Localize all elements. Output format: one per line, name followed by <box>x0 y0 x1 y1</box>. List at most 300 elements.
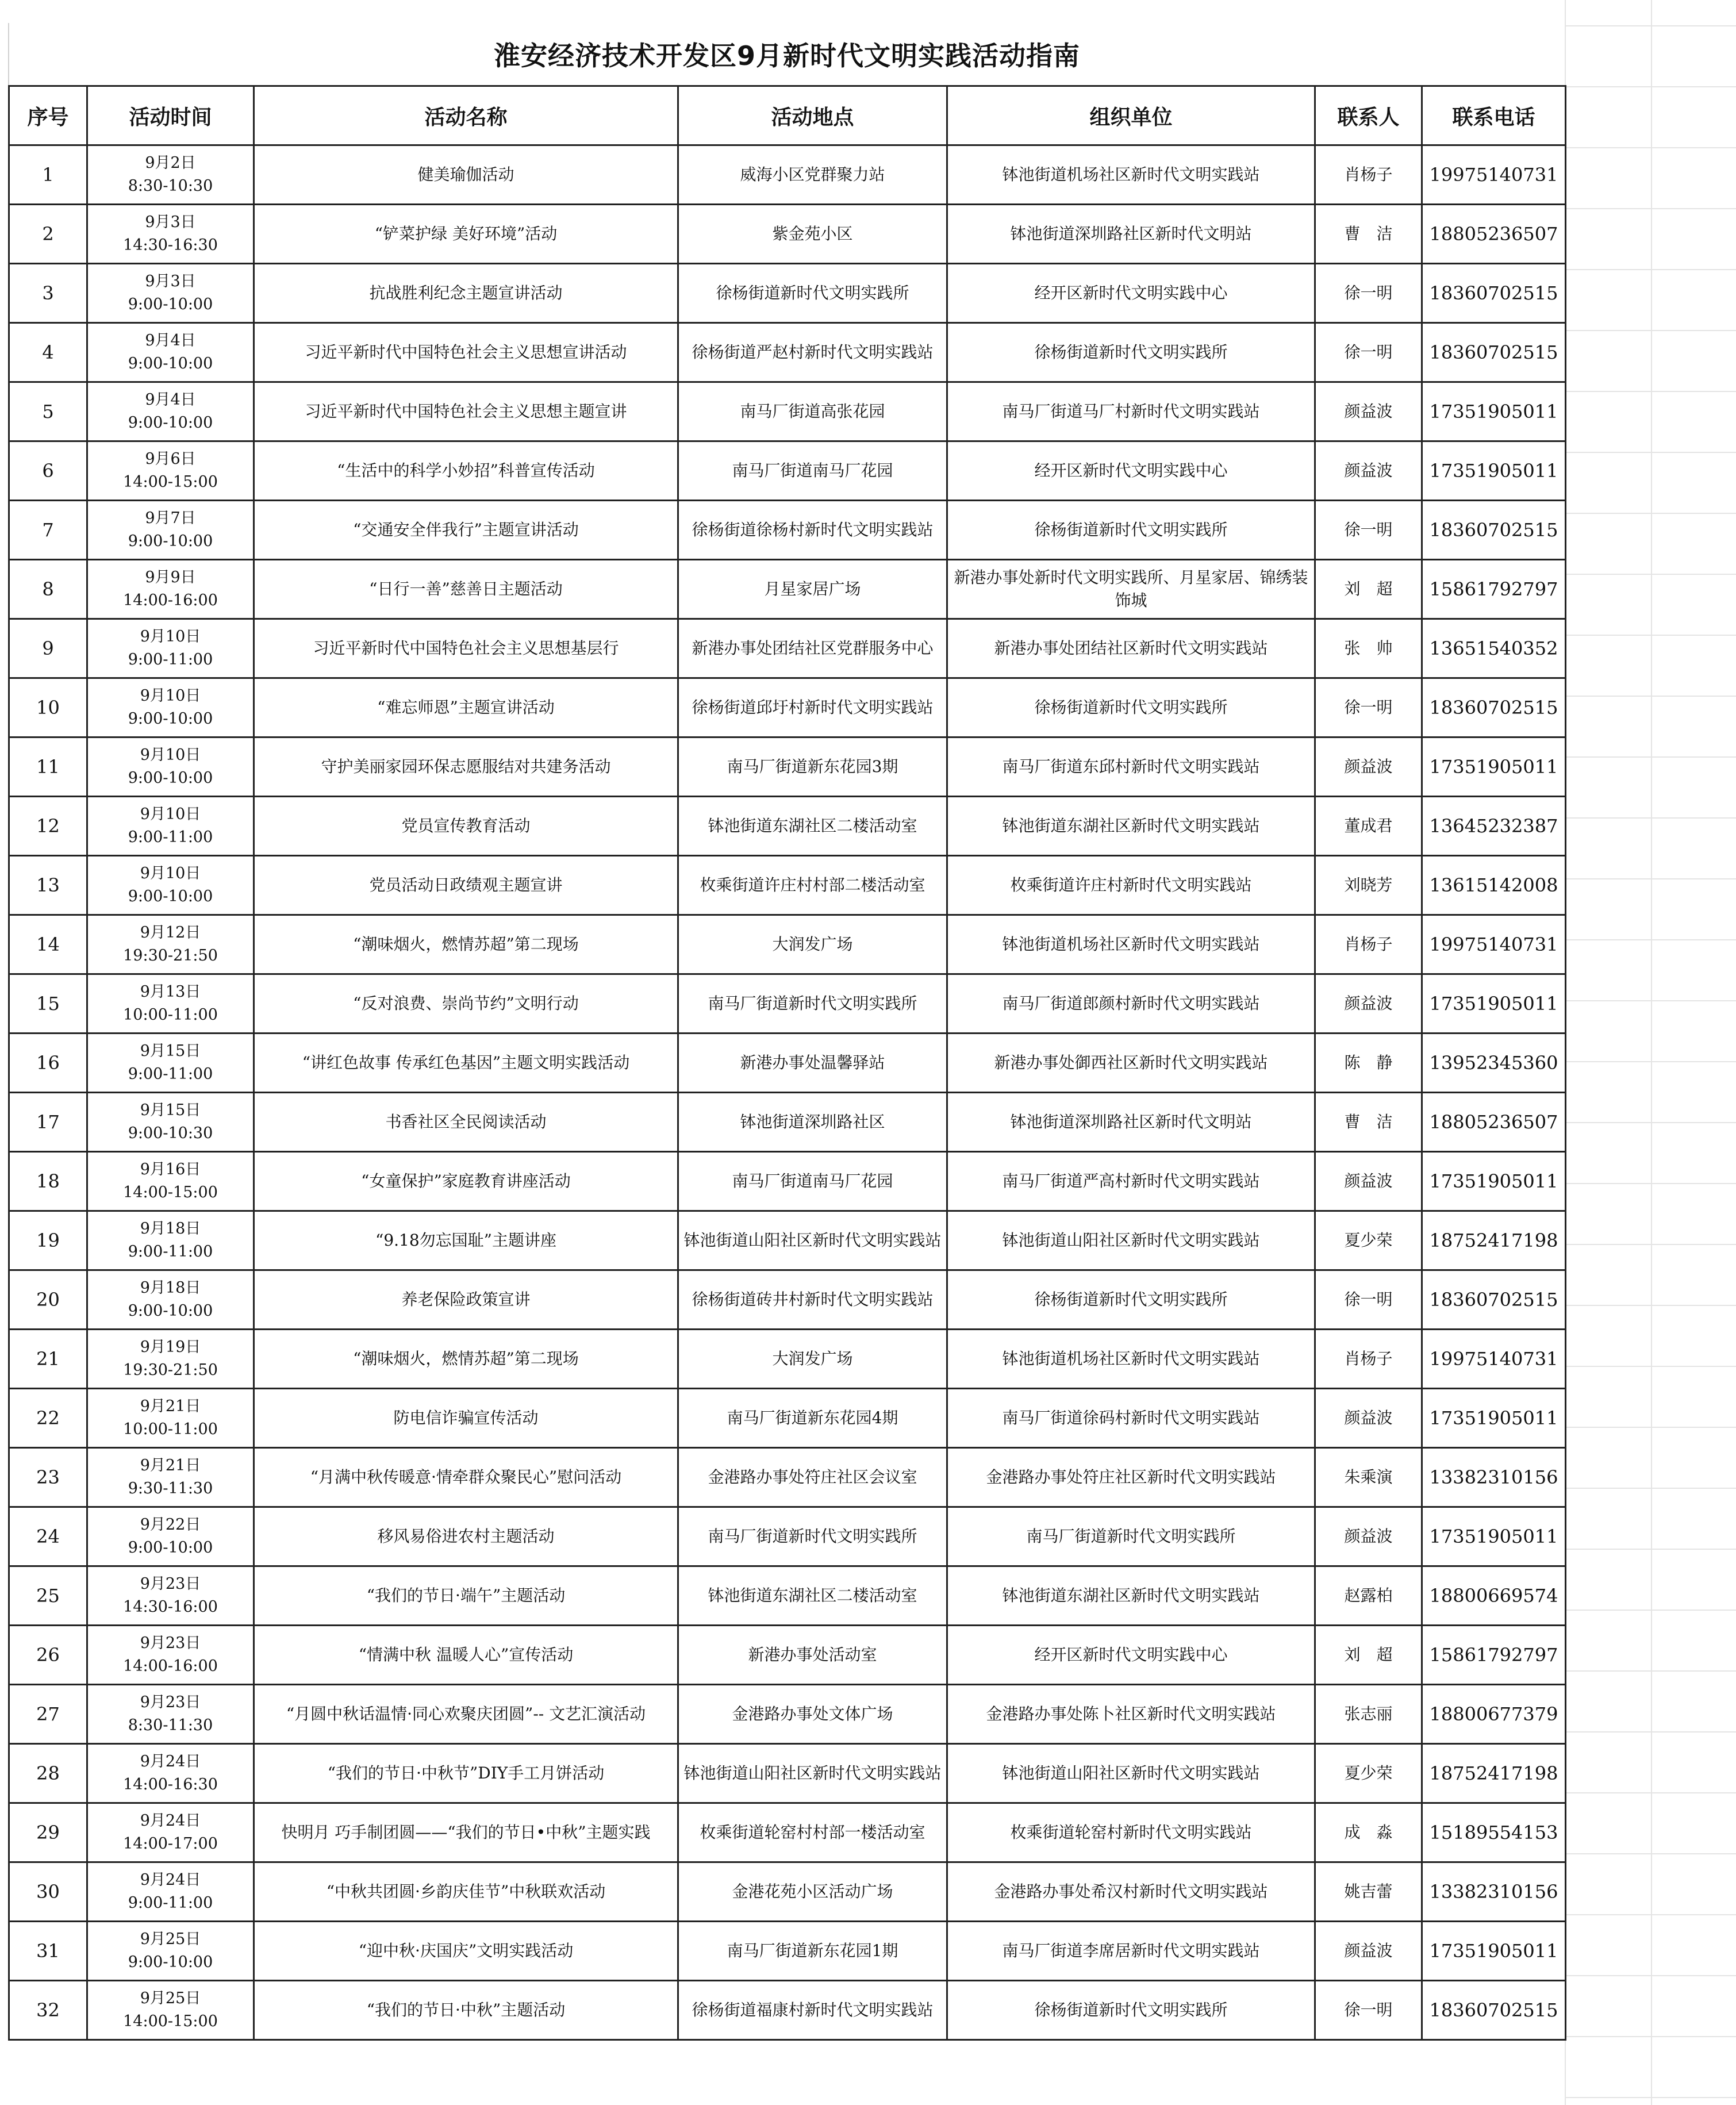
cell-place: 威海小区党群聚力站 <box>678 145 947 205</box>
cell-phone: 18800669574 <box>1422 1566 1566 1626</box>
cell-hours: 8:30-10:30 <box>128 177 213 195</box>
table-row <box>9 1507 1566 1566</box>
cell-phone: 18360702515 <box>1422 501 1566 560</box>
cell-hours: 9:00-11:00 <box>128 1243 213 1261</box>
cell-place: 南马厂街道高张花园 <box>678 382 947 441</box>
cell-date: 9月23日 <box>140 1575 201 1593</box>
cell-contact: 董成君 <box>1315 797 1422 856</box>
cell-contact: 刘 超 <box>1315 1626 1422 1685</box>
cell-org: 金港路办事处陈卜社区新时代文明实践站 <box>947 1685 1315 1744</box>
cell-contact: 刘晓芳 <box>1315 856 1422 915</box>
cell-place: 月星家居广场 <box>678 560 947 619</box>
cell-date: 9月21日 <box>140 1397 201 1415</box>
cell-hours: 9:00-11:00 <box>128 1894 213 1912</box>
cell-phone: 19975140731 <box>1422 915 1566 974</box>
cell-time <box>87 797 254 856</box>
cell-org: 新港办事处团结社区新时代文明实践站 <box>947 619 1315 678</box>
cell-no: 11 <box>9 737 87 797</box>
cell-name: “我们的节日·端午”主题活动 <box>254 1566 678 1626</box>
cell-date: 9月18日 <box>140 1279 201 1297</box>
table-row <box>9 1922 1566 1981</box>
document <box>8 23 1565 2041</box>
cell-hours: 9:00-10:00 <box>128 769 213 787</box>
table-row <box>9 1152 1566 1211</box>
cell-phone: 15861792797 <box>1422 560 1566 619</box>
cell-time <box>87 1685 254 1744</box>
cell-no: 9 <box>9 619 87 678</box>
cell-hours: 9:00-10:00 <box>128 888 213 905</box>
cell-time <box>87 145 254 205</box>
cell-name: “铲菜护绿 美好环境”活动 <box>254 205 678 264</box>
cell-time <box>87 1270 254 1330</box>
table-body <box>9 145 1566 2040</box>
cell-date: 9月3日 <box>145 272 196 290</box>
cell-phone: 19975140731 <box>1422 145 1566 205</box>
cell-hours: 14:30-16:30 <box>123 236 218 254</box>
cell-time <box>87 264 254 323</box>
cell-org: 枚乘街道许庄村新时代文明实践站 <box>947 856 1315 915</box>
cell-time <box>87 1626 254 1685</box>
cell-date: 9月13日 <box>140 983 201 1001</box>
cell-org: 徐杨街道新时代文明实践所 <box>947 678 1315 737</box>
cell-no: 23 <box>9 1448 87 1507</box>
table-row <box>9 915 1566 974</box>
cell-time <box>87 974 254 1034</box>
table-row <box>9 1034 1566 1093</box>
table-row <box>9 1744 1566 1803</box>
cell-org: 钵池街道深圳路社区新时代文明站 <box>947 205 1315 264</box>
cell-hours: 9:00-10:00 <box>128 1302 213 1320</box>
cell-phone: 13952345360 <box>1422 1034 1566 1093</box>
cell-place: 南马厂街道南马厂花园 <box>678 1152 947 1211</box>
table-row <box>9 560 1566 619</box>
cell-hours: 19:30-21:50 <box>123 1361 218 1379</box>
cell-place: 大润发广场 <box>678 915 947 974</box>
cell-time <box>87 1744 254 1803</box>
cell-phone: 17351905011 <box>1422 737 1566 797</box>
cell-place: 钵池街道山阳社区新时代文明实践站 <box>678 1211 947 1270</box>
cell-hours: 10:00-11:00 <box>123 1420 218 1438</box>
cell-place: 金港路办事处符庄社区会议室 <box>678 1448 947 1507</box>
cell-place: 徐杨街道新时代文明实践所 <box>678 264 947 323</box>
cell-phone: 18805236507 <box>1422 1093 1566 1152</box>
cell-place: 枚乘街道轮窑村村部一楼活动室 <box>678 1803 947 1862</box>
cell-org: 钵池街道机场社区新时代文明实践站 <box>947 1330 1315 1389</box>
cell-contact: 肖杨子 <box>1315 915 1422 974</box>
cell-org: 经开区新时代文明实践中心 <box>947 1626 1315 1685</box>
cell-name: 移风易俗进农村主题活动 <box>254 1507 678 1566</box>
cell-name: “潮味烟火，燃情苏超”第二现场 <box>254 1330 678 1389</box>
cell-time <box>87 619 254 678</box>
table-row <box>9 678 1566 737</box>
cell-time <box>87 1448 254 1507</box>
cell-org: 徐杨街道新时代文明实践所 <box>947 323 1315 382</box>
cell-date: 9月9日 <box>145 568 196 586</box>
cell-time <box>87 1093 254 1152</box>
cell-no: 7 <box>9 501 87 560</box>
table-row <box>9 1389 1566 1448</box>
cell-no: 4 <box>9 323 87 382</box>
cell-contact: 曹 洁 <box>1315 205 1422 264</box>
cell-time <box>87 441 254 501</box>
table-row <box>9 264 1566 323</box>
cell-org: 经开区新时代文明实践中心 <box>947 441 1315 501</box>
cell-contact: 颜益波 <box>1315 1389 1422 1448</box>
cell-hours: 14:00-16:30 <box>123 1776 218 1793</box>
cell-phone: 17351905011 <box>1422 1507 1566 1566</box>
cell-no: 6 <box>9 441 87 501</box>
cell-date: 9月24日 <box>140 1871 201 1889</box>
cell-date: 9月15日 <box>140 1042 201 1060</box>
cell-org: 钵池街道山阳社区新时代文明实践站 <box>947 1211 1315 1270</box>
cell-time <box>87 382 254 441</box>
cell-phone: 18800677379 <box>1422 1685 1566 1744</box>
cell-org: 金港路办事处符庄社区新时代文明实践站 <box>947 1448 1315 1507</box>
cell-contact: 赵露柏 <box>1315 1566 1422 1626</box>
cell-no: 32 <box>9 1981 87 2040</box>
activity-table <box>8 85 1566 2041</box>
cell-name: 健美瑜伽活动 <box>254 145 678 205</box>
cell-phone: 13645232387 <box>1422 797 1566 856</box>
cell-org: 钵池街道机场社区新时代文明实践站 <box>947 915 1315 974</box>
cell-place: 钵池街道东湖社区二楼活动室 <box>678 797 947 856</box>
cell-org: 南马厂街道郎颜村新时代文明实践站 <box>947 974 1315 1034</box>
cell-date: 9月4日 <box>145 391 196 409</box>
table-row <box>9 1448 1566 1507</box>
cell-phone: 18360702515 <box>1422 1270 1566 1330</box>
cell-contact: 肖杨子 <box>1315 1330 1422 1389</box>
cell-place: 徐杨街道徐杨村新时代文明实践站 <box>678 501 947 560</box>
cell-place: 徐杨街道砖井村新时代文明实践站 <box>678 1270 947 1330</box>
cell-hours: 9:00-10:00 <box>128 532 213 550</box>
cell-contact: 徐一明 <box>1315 1981 1422 2040</box>
cell-phone: 18360702515 <box>1422 264 1566 323</box>
cell-time <box>87 915 254 974</box>
cell-time <box>87 1803 254 1862</box>
cell-hours: 10:00-11:00 <box>123 1006 218 1024</box>
cell-no: 13 <box>9 856 87 915</box>
cell-name: 习近平新时代中国特色社会主义思想主题宣讲 <box>254 382 678 441</box>
cell-org: 南马厂街道新时代文明实践所 <box>947 1507 1315 1566</box>
cell-place: 钵池街道深圳路社区 <box>678 1093 947 1152</box>
cell-name: 养老保险政策宣讲 <box>254 1270 678 1330</box>
cell-no: 8 <box>9 560 87 619</box>
table-row <box>9 737 1566 797</box>
cell-name: “生活中的科学小妙招”科普宣传活动 <box>254 441 678 501</box>
cell-contact: 朱乘演 <box>1315 1448 1422 1507</box>
table-row <box>9 856 1566 915</box>
cell-place: 新港办事处团结社区党群服务中心 <box>678 619 947 678</box>
cell-org: 南马厂街道徐码村新时代文明实践站 <box>947 1389 1315 1448</box>
cell-org: 钵池街道山阳社区新时代文明实践站 <box>947 1744 1315 1803</box>
cell-date: 9月10日 <box>140 746 201 764</box>
cell-contact: 夏少荣 <box>1315 1211 1422 1270</box>
cell-time <box>87 737 254 797</box>
cell-name: “中秋共团圆·乡韵庆佳节”中秋联欢活动 <box>254 1862 678 1922</box>
cell-date: 9月24日 <box>140 1753 201 1770</box>
cell-date: 9月7日 <box>145 509 196 527</box>
cell-contact: 曹 洁 <box>1315 1093 1422 1152</box>
cell-time <box>87 560 254 619</box>
cell-name: 习近平新时代中国特色社会主义思想基层行 <box>254 619 678 678</box>
cell-date: 9月19日 <box>140 1338 201 1356</box>
cell-hours: 14:30-16:00 <box>123 1598 218 1616</box>
table-row <box>9 797 1566 856</box>
cell-name: “我们的节日·中秋节”DIY手工月饼活动 <box>254 1744 678 1803</box>
cell-no: 18 <box>9 1152 87 1211</box>
cell-no: 16 <box>9 1034 87 1093</box>
cell-place: 枚乘街道许庄村村部二楼活动室 <box>678 856 947 915</box>
cell-name: “反对浪费、崇尚节约”文明行动 <box>254 974 678 1034</box>
cell-date: 9月18日 <box>140 1220 201 1238</box>
cell-hours: 9:00-10:00 <box>128 414 213 432</box>
cell-time <box>87 856 254 915</box>
cell-org: 钵池街道东湖社区新时代文明实践站 <box>947 1566 1315 1626</box>
cell-name: “9.18勿忘国耻”主题讲座 <box>254 1211 678 1270</box>
cell-no: 14 <box>9 915 87 974</box>
cell-hours: 9:00-11:00 <box>128 651 213 669</box>
cell-no: 25 <box>9 1566 87 1626</box>
cell-no: 26 <box>9 1626 87 1685</box>
table-row <box>9 1093 1566 1152</box>
cell-time <box>87 1152 254 1211</box>
cell-contact: 颜益波 <box>1315 737 1422 797</box>
cell-contact: 徐一明 <box>1315 1270 1422 1330</box>
cell-contact: 徐一明 <box>1315 501 1422 560</box>
cell-name: 守护美丽家园环保志愿服结对共建务活动 <box>254 737 678 797</box>
cell-place: 南马厂街道新东花园4期 <box>678 1389 947 1448</box>
cell-contact: 徐一明 <box>1315 323 1422 382</box>
cell-contact: 张 帅 <box>1315 619 1422 678</box>
cell-time <box>87 1566 254 1626</box>
cell-name: 快明月 巧手制团圆——“我们的节日•中秋”主题实践 <box>254 1803 678 1862</box>
cell-name: “难忘师恩”主题宣讲活动 <box>254 678 678 737</box>
cell-hours: 9:00-11:00 <box>128 1065 213 1083</box>
cell-contact: 颜益波 <box>1315 974 1422 1034</box>
table-row <box>9 382 1566 441</box>
cell-no: 2 <box>9 205 87 264</box>
cell-no: 31 <box>9 1922 87 1981</box>
table-row <box>9 1626 1566 1685</box>
cell-hours: 9:00-10:00 <box>128 355 213 372</box>
table-row <box>9 1270 1566 1330</box>
cell-phone: 18360702515 <box>1422 678 1566 737</box>
cell-no: 21 <box>9 1330 87 1389</box>
cell-name: 抗战胜利纪念主题宣讲活动 <box>254 264 678 323</box>
cell-place: 徐杨街道邱圩村新时代文明实践站 <box>678 678 947 737</box>
table-row <box>9 1981 1566 2040</box>
cell-org: 徐杨街道新时代文明实践所 <box>947 1270 1315 1330</box>
cell-contact: 颜益波 <box>1315 1152 1422 1211</box>
header-no: 序号 <box>9 86 87 145</box>
cell-org: 新港办事处御西社区新时代文明实践站 <box>947 1034 1315 1093</box>
cell-place: 南马厂街道南马厂花园 <box>678 441 947 501</box>
cell-place: 紫金苑小区 <box>678 205 947 264</box>
cell-date: 9月10日 <box>140 628 201 646</box>
header-contact: 联系人 <box>1315 86 1422 145</box>
cell-place: 金港花苑小区活动广场 <box>678 1862 947 1922</box>
cell-phone: 17351905011 <box>1422 974 1566 1034</box>
cell-no: 3 <box>9 264 87 323</box>
cell-hours: 9:30-11:30 <box>128 1480 213 1497</box>
cell-place: 南马厂街道新时代文明实践所 <box>678 1507 947 1566</box>
cell-time <box>87 1211 254 1270</box>
header-name: 活动名称 <box>254 86 678 145</box>
cell-date: 9月3日 <box>145 213 196 231</box>
table-row <box>9 1566 1566 1626</box>
cell-no: 29 <box>9 1803 87 1862</box>
cell-date: 9月10日 <box>140 805 201 823</box>
cell-time <box>87 323 254 382</box>
cell-time <box>87 1922 254 1981</box>
cell-date: 9月10日 <box>140 865 201 882</box>
cell-date: 9月10日 <box>140 687 201 705</box>
cell-hours: 14:00-15:00 <box>123 473 218 491</box>
cell-no: 10 <box>9 678 87 737</box>
cell-org: 钵池街道机场社区新时代文明实践站 <box>947 145 1315 205</box>
header-phone: 联系电话 <box>1422 86 1566 145</box>
cell-name: “女童保护”家庭教育讲座活动 <box>254 1152 678 1211</box>
cell-name: 防电信诈骗宣传活动 <box>254 1389 678 1448</box>
header-place: 活动地点 <box>678 86 947 145</box>
cell-phone: 17351905011 <box>1422 1389 1566 1448</box>
cell-no: 5 <box>9 382 87 441</box>
table-row <box>9 205 1566 264</box>
cell-date: 9月4日 <box>145 332 196 349</box>
cell-place: 钵池街道东湖社区二楼活动室 <box>678 1566 947 1626</box>
cell-contact: 徐一明 <box>1315 678 1422 737</box>
cell-place: 金港路办事处文体广场 <box>678 1685 947 1744</box>
cell-phone: 17351905011 <box>1422 441 1566 501</box>
cell-hours: 9:00-10:30 <box>128 1124 213 1142</box>
cell-hours: 19:30-21:50 <box>123 947 218 965</box>
cell-date: 9月25日 <box>140 1989 201 2007</box>
cell-phone: 18360702515 <box>1422 323 1566 382</box>
cell-time <box>87 205 254 264</box>
cell-name: “讲红色故事 传承红色基因”主题文明实践活动 <box>254 1034 678 1093</box>
table-row <box>9 974 1566 1034</box>
cell-contact: 颜益波 <box>1315 1922 1422 1981</box>
cell-phone: 19975140731 <box>1422 1330 1566 1389</box>
cell-contact: 刘 超 <box>1315 560 1422 619</box>
cell-name: “我们的节日·中秋”主题活动 <box>254 1981 678 2040</box>
table-row <box>9 323 1566 382</box>
table-row <box>9 1330 1566 1389</box>
cell-no: 28 <box>9 1744 87 1803</box>
page-title: 淮安经济技术开发区9月新时代文明实践活动指南 <box>8 23 1565 85</box>
table-row <box>9 619 1566 678</box>
cell-contact: 姚吉蕾 <box>1315 1862 1422 1922</box>
spreadsheet-gridlines <box>1565 0 1736 2105</box>
cell-time <box>87 1862 254 1922</box>
cell-no: 27 <box>9 1685 87 1744</box>
cell-time <box>87 1034 254 1093</box>
cell-name: “潮味烟火，燃情苏超”第二现场 <box>254 915 678 974</box>
cell-no: 19 <box>9 1211 87 1270</box>
table-row <box>9 145 1566 205</box>
cell-contact: 夏少荣 <box>1315 1744 1422 1803</box>
cell-phone: 13615142008 <box>1422 856 1566 915</box>
cell-name: 书香社区全民阅读活动 <box>254 1093 678 1152</box>
cell-place: 徐杨街道严赵村新时代文明实践站 <box>678 323 947 382</box>
cell-hours: 14:00-15:00 <box>123 1184 218 1201</box>
cell-hours: 14:00-16:00 <box>123 1657 218 1675</box>
cell-place: 徐杨街道福康村新时代文明实践站 <box>678 1981 947 2040</box>
table-row <box>9 1862 1566 1922</box>
cell-contact: 张志丽 <box>1315 1685 1422 1744</box>
cell-date: 9月22日 <box>140 1516 201 1534</box>
cell-phone: 18805236507 <box>1422 205 1566 264</box>
cell-contact: 颜益波 <box>1315 1507 1422 1566</box>
table-row <box>9 441 1566 501</box>
cell-no: 22 <box>9 1389 87 1448</box>
cell-time <box>87 1330 254 1389</box>
cell-date: 9月23日 <box>140 1693 201 1711</box>
cell-contact: 肖杨子 <box>1315 145 1422 205</box>
cell-name: “月满中秋传暖意·情牵群众聚民心”慰问活动 <box>254 1448 678 1507</box>
cell-contact: 徐一明 <box>1315 264 1422 323</box>
cell-place: 新港办事处温馨驿站 <box>678 1034 947 1093</box>
cell-hours: 9:00-10:00 <box>128 295 213 313</box>
cell-no: 24 <box>9 1507 87 1566</box>
cell-no: 30 <box>9 1862 87 1922</box>
cell-contact: 成 淼 <box>1315 1803 1422 1862</box>
cell-name: “情满中秋 温暖人心”宣传活动 <box>254 1626 678 1685</box>
table-header-row <box>9 86 1566 145</box>
cell-date: 9月2日 <box>145 154 196 172</box>
cell-date: 9月21日 <box>140 1457 201 1474</box>
cell-place: 南马厂街道新东花园1期 <box>678 1922 947 1981</box>
cell-org: 南马厂街道东邱村新时代文明实践站 <box>947 737 1315 797</box>
cell-org: 徐杨街道新时代文明实践所 <box>947 501 1315 560</box>
cell-hours: 14:00-15:00 <box>123 2012 218 2030</box>
cell-name: “迎中秋·庆国庆”文明实践活动 <box>254 1922 678 1981</box>
cell-hours: 9:00-11:00 <box>128 828 213 846</box>
cell-contact: 颜益波 <box>1315 382 1422 441</box>
cell-org: 钵池街道深圳路社区新时代文明站 <box>947 1093 1315 1152</box>
cell-phone: 17351905011 <box>1422 382 1566 441</box>
cell-phone: 18752417198 <box>1422 1744 1566 1803</box>
table-row <box>9 501 1566 560</box>
cell-date: 9月24日 <box>140 1812 201 1830</box>
cell-org: 南马厂街道马厂村新时代文明实践站 <box>947 382 1315 441</box>
cell-date: 9月25日 <box>140 1930 201 1948</box>
cell-date: 9月15日 <box>140 1101 201 1119</box>
cell-name: 党员宣传教育活动 <box>254 797 678 856</box>
cell-place: 大润发广场 <box>678 1330 947 1389</box>
cell-time <box>87 501 254 560</box>
cell-date: 9月23日 <box>140 1634 201 1652</box>
cell-date: 9月16日 <box>140 1161 201 1178</box>
cell-org: 南马厂街道李席居新时代文明实践站 <box>947 1922 1315 1981</box>
cell-phone: 17351905011 <box>1422 1152 1566 1211</box>
cell-phone: 18360702515 <box>1422 1981 1566 2040</box>
cell-no: 12 <box>9 797 87 856</box>
cell-no: 1 <box>9 145 87 205</box>
table-row <box>9 1685 1566 1744</box>
cell-hours: 14:00-17:00 <box>123 1835 218 1853</box>
cell-org: 枚乘街道轮窑村新时代文明实践站 <box>947 1803 1315 1862</box>
cell-name: “日行一善”慈善日主题活动 <box>254 560 678 619</box>
cell-place: 新港办事处活动室 <box>678 1626 947 1685</box>
cell-name: “交通安全伴我行”主题宣讲活动 <box>254 501 678 560</box>
cell-hours: 9:00-10:00 <box>128 1539 213 1557</box>
cell-name: “月圆中秋话温情·同心欢聚庆团圆”-- 文艺汇演活动 <box>254 1685 678 1744</box>
cell-phone: 17351905011 <box>1422 1922 1566 1981</box>
cell-date: 9月6日 <box>145 450 196 468</box>
cell-place: 钵池街道山阳社区新时代文明实践站 <box>678 1744 947 1803</box>
cell-org: 金港路办事处希汉村新时代文明实践站 <box>947 1862 1315 1922</box>
